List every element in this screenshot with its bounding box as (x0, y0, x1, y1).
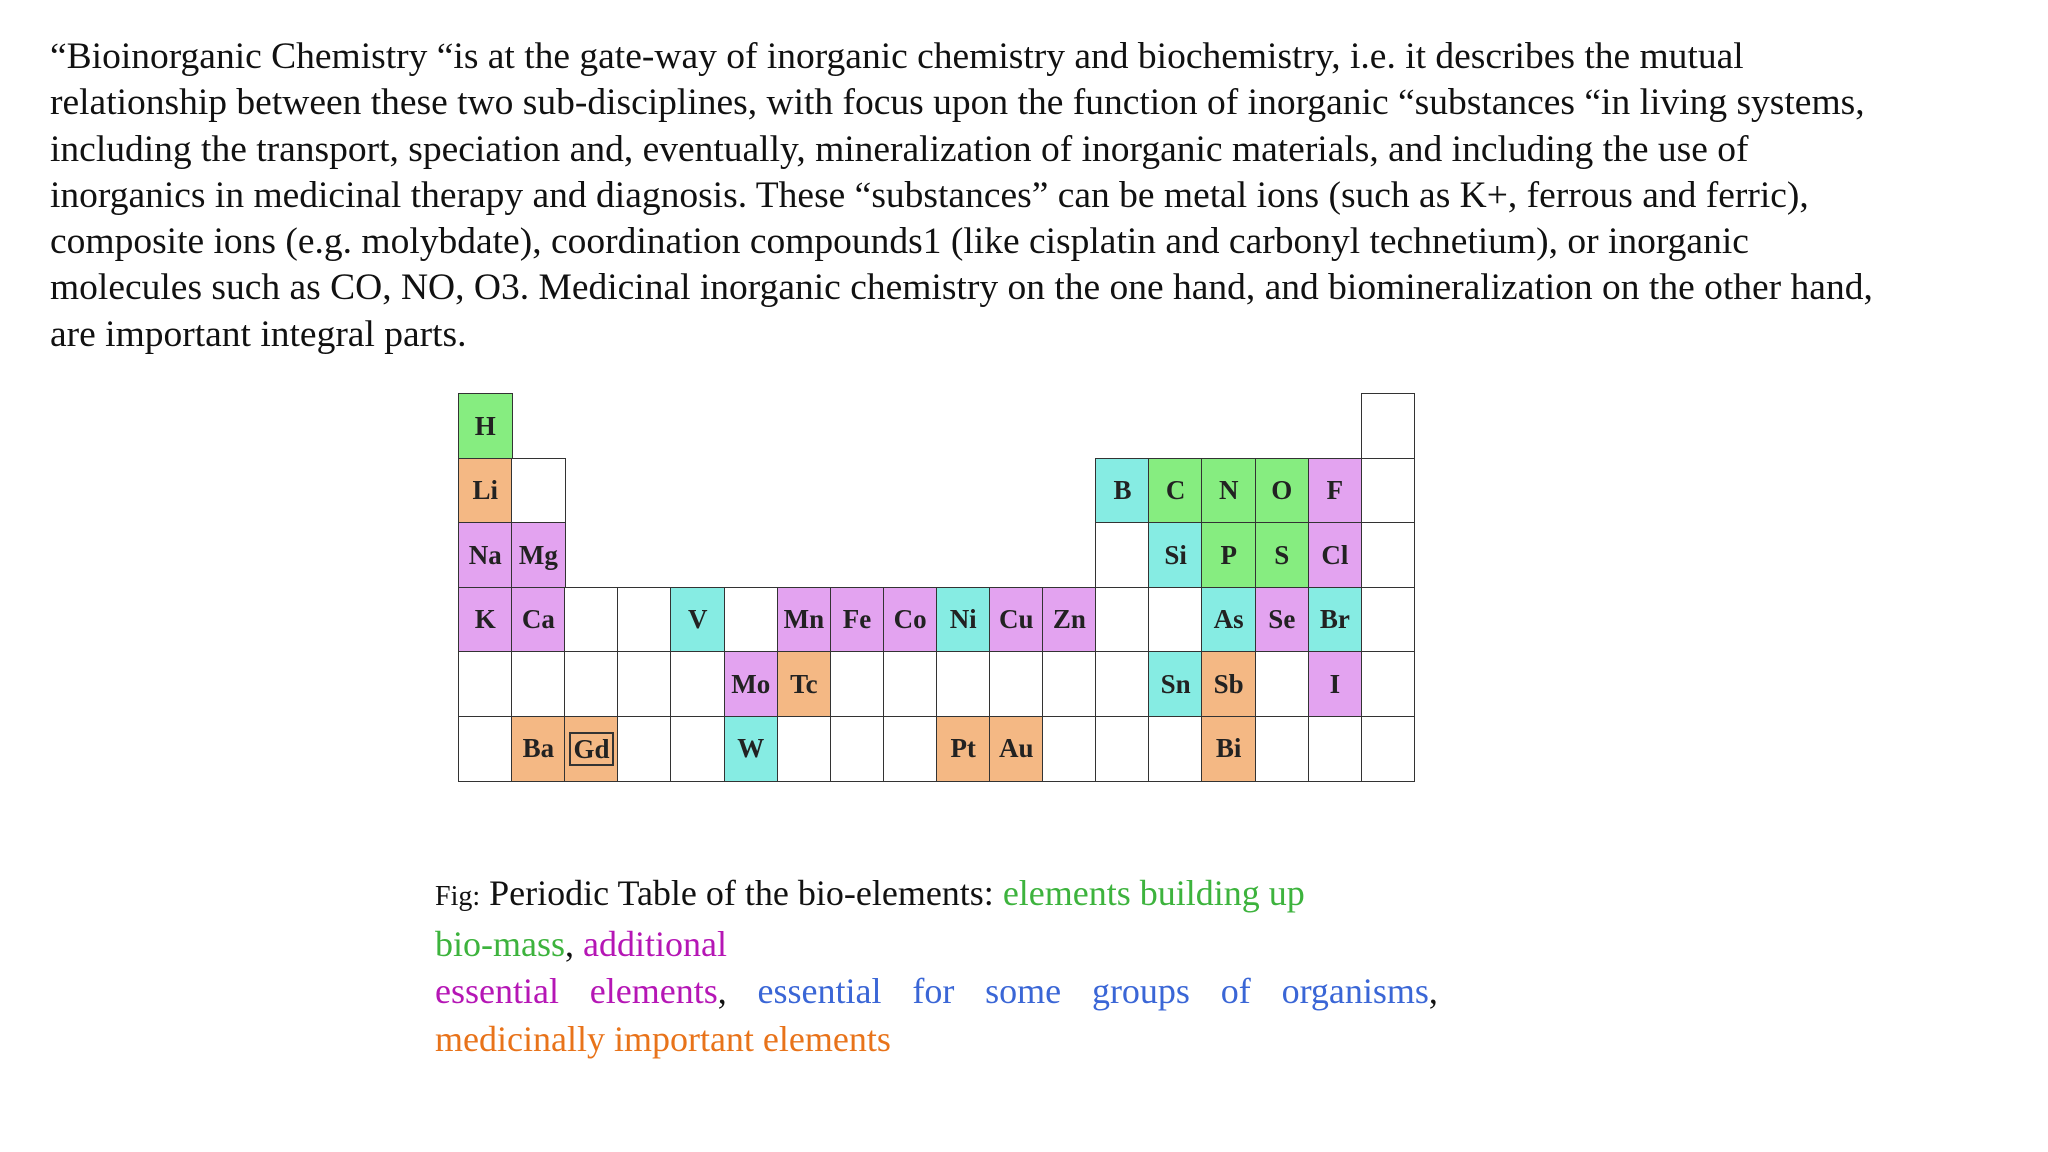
element-symbol: F (1326, 475, 1344, 505)
empty-element-cell (1361, 458, 1416, 524)
empty-element-cell (670, 716, 725, 782)
empty-element-cell (1361, 651, 1416, 717)
element-cell-ni (936, 587, 991, 653)
element-symbol: Fe (842, 604, 872, 634)
element-symbol: Mo (731, 668, 771, 699)
element-symbol: Pt (950, 733, 976, 763)
legend-violet-text: additional (583, 923, 727, 964)
element-symbol: V (687, 604, 708, 634)
intro-line: “Bioinorganic Chemistry “is at the gate-way of inorganic chemistry and biochemistry, i.e. it describes the mutual (50, 36, 1744, 77)
intro-paragraph (50, 34, 1873, 358)
element-symbol: Au (999, 733, 1034, 763)
empty-element-cell (670, 651, 725, 717)
empty-element-cell (989, 651, 1044, 717)
empty-element-cell (564, 651, 619, 717)
empty-element-cell (458, 716, 513, 782)
element-cell-mo (724, 651, 779, 717)
caption-word: essential (757, 971, 882, 1011)
caption-line-1 (435, 870, 1438, 921)
element-cell-f (1308, 458, 1363, 524)
empty-element-cell (883, 716, 938, 782)
element-symbol: Mn (783, 604, 825, 634)
element-symbol: Ca (521, 604, 555, 634)
element-cell-p (1201, 522, 1256, 588)
empty-element-cell (724, 587, 779, 653)
intro-line: composite ions (e.g. molybdate), coordination compounds1 (like cisplatin and carbonyl technetium), or inorganic (50, 221, 1749, 263)
legend-green-text-cont: bio-mass (435, 923, 565, 964)
empty-element-cell (511, 458, 566, 524)
empty-element-cell (1361, 393, 1416, 459)
element-symbol: H (474, 410, 496, 441)
element-symbol: Ba (522, 733, 555, 763)
empty-element-cell (1308, 716, 1363, 782)
empty-element-cell (1095, 716, 1150, 782)
intro-line: including the transport, speciation and, eventually, mineralization of inorganic materials, and including the use of (50, 128, 1749, 170)
element-symbol: Sb (1213, 668, 1244, 699)
element-symbol: Bi (1215, 733, 1242, 763)
empty-element-cell (1095, 651, 1150, 717)
caption-line-2 (435, 921, 1438, 969)
empty-element-cell (830, 651, 885, 717)
empty-element-cell (564, 587, 619, 653)
periodic-table-figure (458, 393, 1414, 781)
element-cell-k (458, 587, 513, 653)
element-cell-au (989, 716, 1044, 782)
element-symbol: N (1218, 475, 1239, 505)
element-cell-tc (777, 651, 832, 717)
empty-element-cell (1095, 587, 1150, 653)
element-cell-b (1095, 458, 1150, 524)
element-cell-mn (777, 587, 832, 653)
element-cell-fe (830, 587, 885, 653)
element-symbol: Na (468, 539, 502, 570)
element-cell-i (1308, 651, 1363, 717)
element-symbol: C (1165, 475, 1186, 505)
figure-caption (435, 870, 1438, 1063)
element-cell-sn (1148, 651, 1203, 717)
element-symbol: K (474, 604, 496, 634)
legend-green-text: elements building up (1002, 873, 1305, 913)
caption-word-group (1282, 968, 1438, 1016)
element-cell-gd (564, 716, 619, 782)
element-cell-br (1308, 587, 1363, 653)
empty-element-cell (883, 651, 938, 717)
empty-element-cell (1042, 716, 1097, 782)
element-cell-c (1148, 458, 1203, 524)
caption-word: organisms (1281, 971, 1429, 1011)
element-symbol: As (1213, 604, 1244, 634)
empty-element-cell (936, 651, 991, 717)
element-symbol: Gd (569, 732, 613, 766)
caption-word: essential (435, 971, 559, 1011)
empty-element-cell (1361, 587, 1416, 653)
element-symbol: Cu (999, 604, 1034, 634)
element-cell-ca (511, 587, 566, 653)
empty-element-cell (1361, 716, 1416, 782)
empty-element-cell (777, 716, 832, 782)
element-symbol: Cl (1321, 539, 1349, 570)
element-symbol: S (1274, 539, 1290, 570)
intro-line: are important integral parts. (50, 313, 467, 355)
caption-line-4 (435, 1016, 1438, 1064)
caption-title: Periodic Table of the bio-elements: (480, 873, 1003, 913)
element-cell-as (1201, 587, 1256, 653)
empty-element-cell (1255, 651, 1310, 717)
caption-word: for (912, 971, 955, 1011)
element-cell-n (1201, 458, 1256, 524)
empty-element-cell (830, 716, 885, 782)
element-symbol: Tc (790, 668, 818, 699)
empty-element-cell (1042, 651, 1097, 717)
element-symbol: Mg (518, 539, 558, 570)
empty-element-cell (1148, 587, 1203, 653)
element-symbol: O (1271, 475, 1293, 505)
empty-element-cell (617, 651, 672, 717)
intro-line: relationship between these two sub-disciplines, with focus upon the function of inorganic “substances “in living systems, (50, 82, 1865, 124)
element-symbol: Zn (1052, 604, 1086, 634)
empty-element-cell (617, 716, 672, 782)
empty-element-cell (1095, 522, 1150, 588)
caption-comma: , (565, 923, 583, 964)
empty-element-cell (617, 587, 672, 653)
element-symbol: Ni (949, 604, 977, 634)
element-symbol: Sn (1160, 668, 1191, 699)
caption-word: groups (1091, 971, 1190, 1011)
element-cell-na (458, 522, 513, 588)
element-cell-cu (989, 587, 1044, 653)
element-cell-zn (1042, 587, 1097, 653)
caption-line-3 (435, 968, 1438, 1016)
empty-element-cell (1255, 716, 1310, 782)
caption-word: of (1220, 971, 1251, 1011)
element-cell-ba (511, 716, 566, 782)
element-symbol: Se (1268, 604, 1296, 634)
element-cell-sb (1201, 651, 1256, 717)
fig-label: Fig: (435, 881, 481, 912)
element-cell-co (883, 587, 938, 653)
element-symbol: Si (1164, 539, 1187, 570)
intro-line: inorganics in medicinal therapy and diagnosis. These “substances” can be metal ions (such as K+, ferrous and ferric), (50, 174, 1809, 216)
element-cell-cl (1308, 522, 1363, 588)
empty-element-cell (511, 651, 566, 717)
element-cell-se (1255, 587, 1310, 653)
element-symbol: W (737, 733, 765, 763)
element-cell-h (458, 393, 513, 459)
element-cell-v (670, 587, 725, 653)
element-cell-si (1148, 522, 1203, 588)
element-cell-s (1255, 522, 1310, 588)
element-cell-w (724, 716, 779, 782)
element-cell-mg (511, 522, 566, 588)
empty-element-cell (1361, 522, 1416, 588)
caption-word: elements (589, 971, 718, 1011)
empty-element-cell (1148, 716, 1203, 782)
element-symbol: Co (893, 604, 927, 634)
element-symbol: Li (472, 475, 499, 505)
element-cell-o (1255, 458, 1310, 524)
caption-comma: , (1428, 971, 1438, 1011)
caption-word: some (985, 971, 1062, 1011)
caption-comma: , (717, 971, 727, 1011)
intro-line: molecules such as CO, NO, O3. Medicinal inorganic chemistry on the one hand, and biomineralization on the other hand, (50, 267, 1873, 309)
legend-orange-text: medicinally important elements (435, 1018, 891, 1059)
element-symbol: P (1220, 539, 1237, 570)
element-symbol: B (1113, 475, 1132, 505)
element-symbol: I (1329, 668, 1341, 699)
caption-word-group (590, 968, 727, 1016)
element-cell-pt (936, 716, 991, 782)
element-symbol: Br (1319, 604, 1350, 634)
empty-element-cell (458, 651, 513, 717)
element-cell-bi (1201, 716, 1256, 782)
element-cell-li (458, 458, 513, 524)
